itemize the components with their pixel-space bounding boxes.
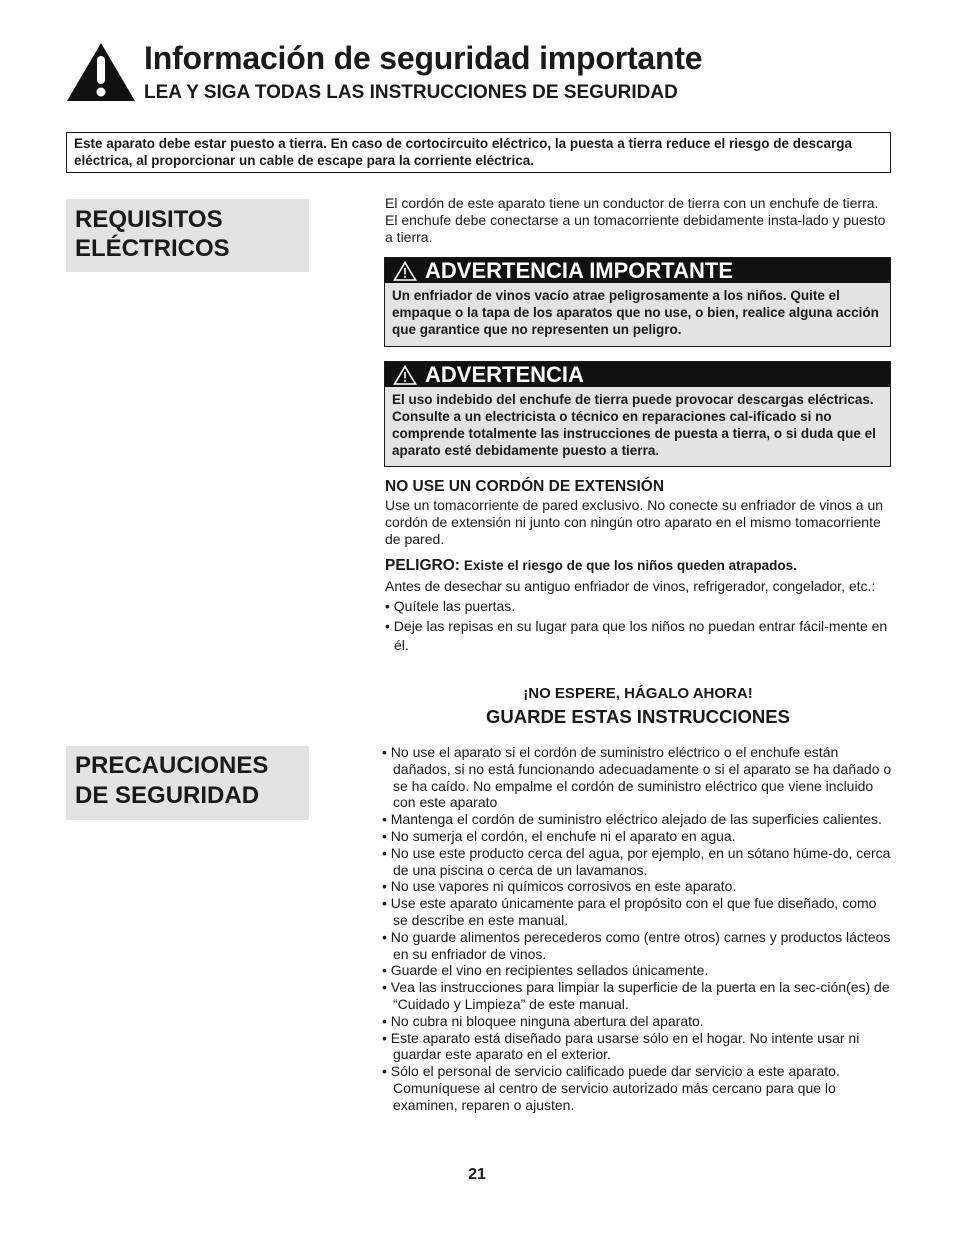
grounding-intro-text: El cordón de este aparato tiene un conductor de tierra con un enchufe de tierra. El enchufe debe conectarse a un tomacorriente debidamente insta-lado y puesto a tierra. (385, 195, 886, 245)
extension-cord-heading: NO USE UN CORDÓN DE EXTENSIÓN (385, 478, 665, 495)
list-item: • Vea las instrucciones para limpiar la superficie de la puerta en la sec-ción(es) de “Cuidado y Limpieza” de este manual. (382, 979, 890, 1012)
safety-precautions-heading (66, 746, 309, 820)
danger-list (385, 597, 891, 656)
danger-section (385, 578, 891, 656)
list-item: • Guarde el vino en recipientes sellados únicamente. (382, 962, 709, 979)
list-item: • Este aparato está diseñado para usarse sólo en el hogar. No intente usar ni guardar este aparato en el exterior. (382, 1029, 860, 1063)
grounding-notice: Este aparato debe estar puesto a tierra. En caso de cortocircuito eléctrico, la puesta a tierra reduce el riesgo de descarga eléctrica, al proporcionar un cable de escape para la corriente eléctrica. (66, 132, 891, 173)
list-item: • Quítele las puertas. (385, 598, 516, 614)
list-item: • No sumerja el cordón, el enchufe ni el aparato en agua. (382, 827, 736, 844)
do-it-now-text: ¡NO ESPERE, HÁGALO AHORA! (523, 685, 753, 702)
list-item: • Use este aparato únicamente para el propósito con el que fue diseñado, como se describe en este manual. (382, 895, 877, 928)
warning-triangle-icon (66, 42, 136, 102)
heading-line: ELÉCTRICOS (75, 235, 230, 262)
caution-icon (393, 365, 417, 385)
list-item: • No guarde alimentos perecederos como (entre otros) carnes y productos lácteos en su enfriador de vinos. (382, 928, 891, 962)
page-subtitle: LEA Y SIGA TODAS LAS INSTRUCCIONES DE SEGURIDAD (144, 82, 678, 103)
heading-line: REQUISITOS (75, 206, 223, 233)
important-warning-box (384, 257, 891, 347)
page-number: 21 (468, 1166, 486, 1183)
extension-cord-text: Use un tomacorriente de pared exclusivo. No conecte su enfriador de vinos a un cordón de extensión ni junto con ningún otro aparato en el mismo tomacorriente de pared. (385, 497, 884, 547)
warning-title: ADVERTENCIA (425, 361, 584, 387)
save-instructions-text: GUARDE ESTAS INSTRUCCIONES (486, 706, 790, 727)
precautions-list (382, 744, 894, 1114)
list-item: • Deje las repisas en su lugar para que los niños no puedan entrar fácil-mente en él. (385, 617, 888, 653)
warning-text: Un enfriador de vinos vacío atrae peligrosamente a los niños. Quite el empaque o la tapa de los aparatos que no use, o bien, realice alguna acción que garantice que no representen un peligro. (392, 288, 879, 337)
list-item: • No cubra ni bloquee ninguna abertura del aparato. (382, 1012, 704, 1029)
page-title: Información de seguridad importante (144, 40, 703, 76)
list-item: • No use vapores ni químicos corrosivos en este aparato. (382, 878, 737, 895)
heading-line: PRECAUCIONES (75, 752, 269, 779)
warning-bar (385, 258, 890, 283)
list-item: • No use el aparato si el cordón de suministro eléctrico o el enchufe están dañados, si no está funcionando adecuadamente o si el aparato se ha dañado o se ha caído. No empalme el cordón de suministro eléctrico que viene incluido con este aparato (382, 744, 892, 811)
list-item: • No use este producto cerca del agua, por ejemplo, en un sótano húme-do, cerca de una piscina o cerca de un lavamanos. (382, 844, 891, 878)
danger-heading (385, 557, 891, 574)
list-item: • Sólo el personal de servicio calificado puede dar servicio a este aparato. Comuníquese al centro de servicio autorizado más cercano para que lo examinen, reparen o ajusten. (382, 1063, 840, 1113)
warning-title: ADVERTENCIA IMPORTANTE (425, 257, 733, 283)
warning-text: El uso indebido del enchufe de tierra puede provocar descargas eléctricas. Consulte a un electricista o técnico en reparaciones cal-ificado si no comprende totalmente las instrucciones de puesta a tierra, o si duda que el aparato esté debidamente puesto a tierra. (392, 392, 876, 458)
danger-label: PELIGRO: (385, 557, 460, 574)
danger-value: Existe el riesgo de que los niños queden atrapados. (463, 558, 797, 573)
electrical-requirements-heading (66, 199, 309, 272)
caution-icon (393, 261, 417, 281)
list-item: • Mantenga el cordón de suministro eléctrico alejado de las superficies calientes. (382, 811, 882, 828)
heading-line: DE SEGURIDAD (75, 782, 260, 809)
danger-text: Antes de desechar su antiguo enfriador de vinos, refrigerador, congelador, etc.: (385, 578, 876, 594)
warning-bar (385, 362, 890, 387)
grounding-warning-box (384, 361, 891, 467)
